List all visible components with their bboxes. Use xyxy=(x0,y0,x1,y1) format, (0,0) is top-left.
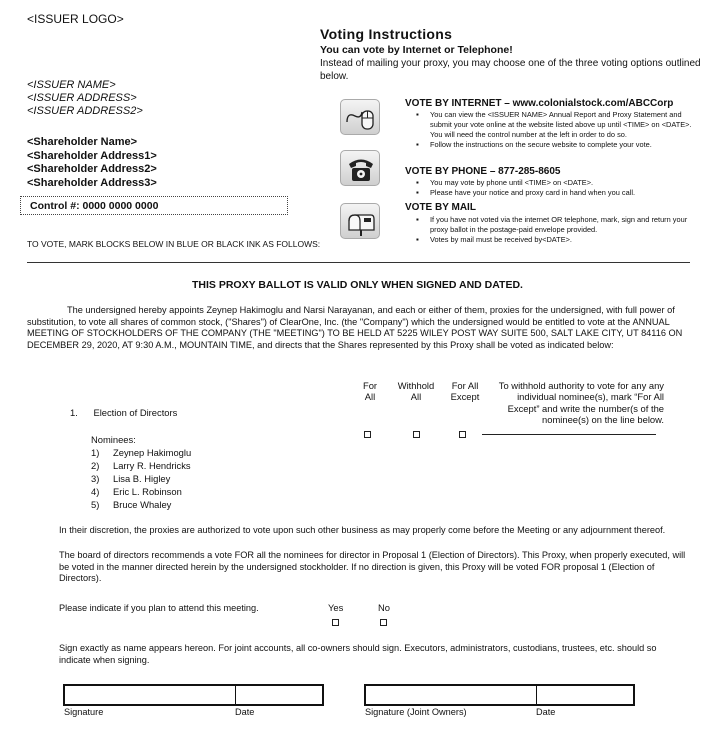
column-header-for-all-except xyxy=(445,380,485,402)
attend-no-checkbox[interactable] xyxy=(380,619,387,626)
list-item: ▪ Please have your notice and proxy card in hand when you call. xyxy=(430,188,705,198)
mail-heading: VOTE BY MAIL xyxy=(405,202,476,213)
box-divider xyxy=(536,684,537,706)
shareholder-name: <Shareholder Name> xyxy=(27,136,138,148)
discretion-paragraph: In their discretion, the proxies are authorized to vote upon such other business as may properly come before the Meeting or any adjournment thereof. xyxy=(59,525,666,535)
list-item xyxy=(91,472,191,485)
joint-signature-field[interactable] xyxy=(366,686,535,704)
date-field[interactable] xyxy=(237,686,322,704)
board-recommendation-paragraph: The board of directors recommends a vote FOR all the nominees for director in Proposal 1 (Election of Directors). This Proxy, when properly executed, will be voted in the manner directed herein by the undersigned stockholder. If no direction is given, this Proxy will be voted FOR proposal 1 (Election of Directors). xyxy=(59,550,686,584)
column-header-text: For xyxy=(362,380,378,391)
column-header-text: All xyxy=(364,391,376,402)
nominee-number: 2) xyxy=(91,460,100,471)
for-all-checkbox[interactable] xyxy=(364,431,371,438)
shareholder-block xyxy=(27,136,157,190)
list-item xyxy=(91,459,191,472)
issuer-address2: <ISSUER ADDRESS2> xyxy=(27,105,143,117)
signature-label: Signature xyxy=(64,707,104,717)
to-vote-instruction: TO VOTE, MARK BLOCKS BELOW IN BLUE OR BLACK INK AS FOLLOWS: xyxy=(27,239,321,249)
proposal-title: Election of Directors xyxy=(93,407,178,418)
list-item xyxy=(91,498,191,511)
ballot-intro-paragraph: The undersigned hereby appoints Zeynep Hakimoglu and Narsi Narayanan, and each or either of them, proxies for the undersigned, with full power of substitution, to vote all shares of common stock, ("Shares") of ClearOne, Inc. (the "Company") which the undersigned would be entitled to vote at the ANNUAL MEETING OF STOCKHOLDERS OF THE COMPANY (THE "MEETING") TO BE HELD AT 5225 WILEY POST WAY SUITE 500, SALT LAKE CITY, UT 84116 ON DECEMBER 29, 2020, AT 9:30 A.M., MOUNTAIN TIME, and directs that the Shares represented by this Proxy shall be voted as indicated below: xyxy=(27,305,683,350)
attend-yes-checkbox[interactable] xyxy=(332,619,339,626)
list-item: ▪ You may vote by phone until <TIME> on <DATE>. xyxy=(430,178,705,188)
nominee-number: 1) xyxy=(91,447,100,458)
shareholder-address1: <Shareholder Address1> xyxy=(27,149,157,162)
shareholder-address3: <Shareholder Address3> xyxy=(27,176,157,189)
proposal-1 xyxy=(70,407,177,418)
signature-field[interactable] xyxy=(65,686,234,704)
telephone-icon xyxy=(340,150,380,186)
nominee-name: Eric L. Robinson xyxy=(113,486,182,497)
internet-bullets xyxy=(430,110,705,150)
voting-instructions-description: Instead of mailing your proxy, you may choose one of the three voting options outlined below. xyxy=(320,58,701,82)
mouse-icon xyxy=(340,99,380,135)
withhold-all-checkbox[interactable] xyxy=(413,431,420,438)
column-header-text: Except xyxy=(450,391,480,402)
column-header-withhold-all xyxy=(393,380,439,402)
nominee-name: Lisa B. Higley xyxy=(113,473,171,484)
nominees-label: Nominees: xyxy=(91,434,136,445)
mailbox-icon xyxy=(340,203,380,239)
date-label: Date xyxy=(235,707,255,717)
control-number-box: Control #: 0000 0000 0000 xyxy=(20,196,288,215)
mail-bullets xyxy=(430,215,705,245)
box-divider xyxy=(235,684,236,706)
joint-date-field[interactable] xyxy=(538,686,633,704)
list-item: ▪ Votes by mail must be received by<DATE>. xyxy=(430,235,705,245)
withhold-instruction: To withhold authority to vote for any any individual nominee(s), mark “For All Except” and write the number(s of the nominee(s) on the line below. xyxy=(498,380,664,425)
column-header-text: Withhold xyxy=(397,380,435,391)
issuer-name: <ISSUER NAME> xyxy=(27,79,116,91)
list-item xyxy=(91,446,191,459)
proposal-number: 1. xyxy=(70,407,78,418)
section-divider xyxy=(27,262,690,263)
list-item: ▪ If you have not voted via the internet OR telephone, mark, sign and return your proxy ballot in the postage-paid envelope provided. xyxy=(430,215,705,235)
issuer-logo-placeholder: <ISSUER LOGO> xyxy=(27,12,124,26)
joint-signature-label: Signature (Joint Owners) xyxy=(365,707,467,717)
nominee-name: Zeynep Hakimoglu xyxy=(113,447,192,458)
attend-yes-label: Yes xyxy=(328,602,344,613)
internet-heading: VOTE BY INTERNET – www.colonialstock.com/ABCCorp xyxy=(405,98,674,109)
phone-heading: VOTE BY PHONE – 877-285-8605 xyxy=(405,166,561,177)
signing-instructions: Sign exactly as name appears hereon. For joint accounts, all co-owners should sign. Executors, administrators, custodians, trustees, etc. should so indicate when signing. xyxy=(59,643,657,665)
list-item: ▪ Follow the instructions on the secure website to complete your vote. xyxy=(430,140,705,150)
issuer-block xyxy=(27,79,143,118)
column-header-text: For All xyxy=(451,380,479,391)
attend-no-label: No xyxy=(378,602,390,613)
shareholder-address2: <Shareholder Address2> xyxy=(27,163,157,175)
voting-instructions-subtitle: You can vote by Internet or Telephone! xyxy=(320,44,513,56)
voting-instructions-title: Voting Instructions xyxy=(320,26,453,42)
issuer-address: <ISSUER ADDRESS> xyxy=(27,92,137,104)
column-header-text: All xyxy=(410,391,422,402)
phone-bullets xyxy=(430,178,705,198)
nominee-number: 3) xyxy=(91,473,100,484)
nominee-number: 5) xyxy=(91,499,100,510)
nominee-number: 4) xyxy=(91,486,100,497)
attend-question: Please indicate if you plan to attend this meeting. xyxy=(59,603,259,613)
nominee-name: Larry R. Hendricks xyxy=(113,460,191,471)
nominee-list xyxy=(91,433,191,511)
for-all-except-checkbox[interactable] xyxy=(459,431,466,438)
ballot-title: THIS PROXY BALLOT IS VALID ONLY WHEN SIGNED AND DATED. xyxy=(192,279,523,291)
joint-date-label: Date xyxy=(536,707,556,717)
column-header-for-all xyxy=(356,380,384,402)
list-item: ▪ You can view the <ISSUER NAME> Annual Report and Proxy Statement and submit your vote online at the website listed above up until <TIME> on <DATE>. You will need the control number at the left in order to do so. xyxy=(430,110,705,140)
list-item xyxy=(91,485,191,498)
nominee-name: Bruce Whaley xyxy=(113,499,172,510)
nominee-exception-line[interactable] xyxy=(482,434,656,435)
